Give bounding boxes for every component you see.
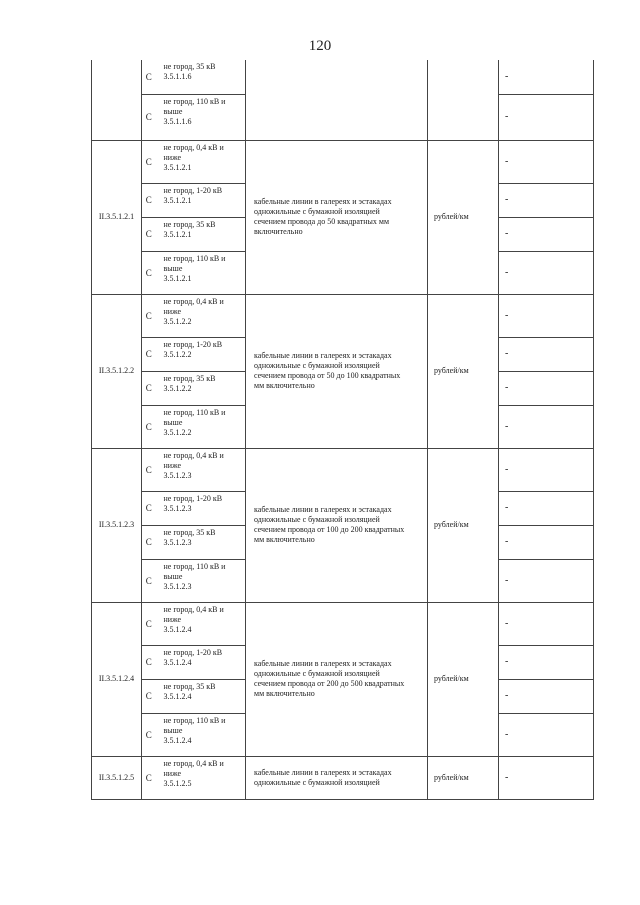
value-cell: - [499, 405, 594, 448]
voltage-line: 3.5.1.2.1 [163, 273, 192, 283]
voltage-line: выше [163, 417, 183, 427]
voltage-line: 3.5.1.2.2 [163, 349, 192, 359]
voltage-line: не город, 35 кВ [163, 527, 216, 537]
voltage-cell [156, 217, 246, 251]
category-line: кабельные линии в галереях и эстакадах [254, 659, 392, 668]
c-letter: С [142, 371, 156, 405]
voltage-line: 3.5.1.2.2 [163, 427, 192, 437]
table-row [92, 294, 594, 337]
voltage-cell [156, 602, 246, 645]
code-cell: II.3.5.1.2.2 [92, 294, 142, 448]
voltage-line: 3.5.1.2.2 [163, 383, 192, 393]
voltage-line: ниже [163, 152, 182, 162]
value-cell: - [499, 713, 594, 756]
voltage-line: не город, 110 кВ и [163, 715, 226, 725]
voltage-cell [156, 756, 246, 799]
unit-cell: рублей/км [428, 756, 499, 799]
c-letter: С [142, 60, 156, 94]
category-line: одножильные с бумажной изоляцией [254, 515, 380, 524]
category-line: мм включительно [254, 535, 315, 544]
voltage-line: 3.5.1.2.1 [163, 229, 192, 239]
voltage-line: не город, 0,4 кВ и [163, 758, 224, 768]
voltage-line: 3.5.1.2.3 [163, 503, 192, 513]
category-line: одножильные с бумажной изоляцией [254, 207, 380, 216]
voltage-line: 3.5.1.2.4 [163, 735, 192, 745]
value-cell: - [499, 525, 594, 559]
value-cell: - [499, 756, 594, 799]
voltage-line: ниже [163, 614, 182, 624]
value-cell: - [499, 60, 594, 94]
voltage-line: ниже [163, 460, 182, 470]
c-letter: С [142, 491, 156, 525]
value-cell: - [499, 679, 594, 713]
voltage-cell [156, 448, 246, 491]
voltage-cell [156, 60, 246, 94]
unit-cell: рублей/км [428, 448, 499, 602]
voltage-line: не город, 35 кВ [163, 62, 216, 71]
c-letter: С [142, 94, 156, 140]
voltage-cell [156, 140, 246, 183]
voltage-line: 3.5.1.2.4 [163, 657, 192, 667]
tariff-table [91, 60, 594, 800]
value-cell: - [499, 217, 594, 251]
category-line: кабельные линии в галереях и эстакадах [254, 767, 392, 777]
category-line: сечением провода от 100 до 200 квадратных [254, 525, 405, 534]
voltage-line: 3.5.1.1.6 [163, 72, 192, 81]
category-line: кабельные линии в галереях и эстакадах [254, 197, 392, 206]
category-cell [246, 448, 428, 602]
voltage-line: не город, 0,4 кВ и [163, 296, 224, 306]
voltage-line: не город, 110 кВ и [163, 253, 226, 263]
voltage-line: не город, 110 кВ и [163, 96, 226, 106]
tariff-table-wrapper [91, 60, 594, 800]
page-number: 120 [308, 38, 332, 54]
voltage-line: не город, 35 кВ [163, 373, 216, 383]
voltage-line: 3.5.1.2.3 [163, 581, 192, 591]
value-cell: - [499, 602, 594, 645]
voltage-cell [156, 491, 246, 525]
category-cell [246, 602, 428, 756]
category-cell [246, 60, 428, 140]
value-cell: - [499, 94, 594, 140]
category-cell [246, 756, 428, 799]
c-letter: С [142, 679, 156, 713]
category-cell [246, 140, 428, 294]
value-cell: - [499, 337, 594, 371]
voltage-cell [156, 679, 246, 713]
category-line: кабельные линии в галереях и эстакадах [254, 505, 392, 514]
code-cell [92, 60, 142, 140]
value-cell: - [499, 140, 594, 183]
voltage-line: 3.5.1.2.1 [163, 162, 192, 172]
value-cell: - [499, 491, 594, 525]
code-cell: II.3.5.1.2.1 [92, 140, 142, 294]
voltage-cell [156, 371, 246, 405]
category-line: мм включительно [254, 381, 315, 390]
c-letter: С [142, 559, 156, 602]
voltage-cell [156, 251, 246, 294]
unit-cell: рублей/км [428, 602, 499, 756]
voltage-line: не город, 0,4 кВ и [163, 450, 224, 460]
voltage-line: ниже [163, 306, 182, 316]
table-row [92, 140, 594, 183]
table-row [92, 756, 594, 799]
category-line: включительно [254, 227, 303, 236]
c-letter: С [142, 337, 156, 371]
unit-cell: рублей/км [428, 294, 499, 448]
voltage-cell [156, 94, 246, 140]
unit-cell [428, 60, 499, 140]
voltage-cell [156, 525, 246, 559]
voltage-line: не город, 35 кВ [163, 219, 216, 229]
category-line: кабельные линии в галереях и эстакадах [254, 351, 392, 360]
voltage-line: выше [163, 725, 183, 735]
voltage-cell [156, 645, 246, 679]
voltage-cell [156, 294, 246, 337]
c-letter: С [142, 713, 156, 756]
voltage-cell [156, 559, 246, 602]
voltage-cell [156, 713, 246, 756]
category-line: одножильные с бумажной изоляцией [254, 361, 380, 370]
code-cell: II.3.5.1.2.5 [92, 756, 142, 799]
voltage-line: не город, 1-20 кВ [163, 493, 223, 503]
category-line: мм включительно [254, 689, 315, 698]
value-cell: - [499, 645, 594, 679]
table-row [92, 60, 594, 94]
c-letter: С [142, 525, 156, 559]
category-line: сечением провода от 200 до 500 квадратных [254, 679, 405, 688]
voltage-line: 3.5.1.2.1 [163, 195, 192, 205]
voltage-line: 3.5.1.2.3 [163, 537, 192, 547]
voltage-line: 3.5.1.2.2 [163, 316, 192, 326]
voltage-cell [156, 405, 246, 448]
voltage-line: не город, 110 кВ и [163, 407, 226, 417]
value-cell: - [499, 294, 594, 337]
unit-cell: рублей/км [428, 140, 499, 294]
code-cell: II.3.5.1.2.4 [92, 602, 142, 756]
voltage-line: 3.5.1.2.4 [163, 624, 192, 634]
voltage-line: не город, 35 кВ [163, 681, 216, 691]
voltage-line: не город, 1-20 кВ [163, 647, 223, 657]
category-line: одножильные с бумажной изоляцией [254, 669, 380, 678]
voltage-line: 3.5.1.1.6 [163, 116, 192, 126]
category-line: сечением провода от 50 до 100 квадратных [254, 371, 401, 380]
value-cell: - [499, 559, 594, 602]
voltage-line: 3.5.1.2.4 [163, 691, 192, 701]
c-letter: С [142, 217, 156, 251]
voltage-line: выше [163, 571, 183, 581]
voltage-line: 3.5.1.2.5 [163, 778, 192, 788]
voltage-line: ниже [163, 768, 182, 778]
voltage-cell [156, 337, 246, 371]
voltage-cell [156, 183, 246, 217]
voltage-line: не город, 110 кВ и [163, 561, 226, 571]
c-letter: С [142, 448, 156, 491]
value-cell: - [499, 183, 594, 217]
voltage-line: не город, 0,4 кВ и [163, 604, 224, 614]
voltage-line: выше [163, 106, 183, 116]
table-row [92, 448, 594, 491]
category-line: сечением провода до 50 квадратных мм [254, 217, 390, 226]
c-letter: С [142, 602, 156, 645]
c-letter: С [142, 251, 156, 294]
value-cell: - [499, 448, 594, 491]
c-letter: С [142, 405, 156, 448]
voltage-line: не город, 0,4 кВ и [163, 142, 224, 152]
voltage-line: не город, 1-20 кВ [163, 339, 223, 349]
table-row [92, 602, 594, 645]
tariff-table-body [92, 60, 594, 799]
code-cell: II.3.5.1.2.3 [92, 448, 142, 602]
voltage-line: не город, 1-20 кВ [163, 185, 223, 195]
value-cell: - [499, 251, 594, 294]
c-letter: С [142, 294, 156, 337]
voltage-line: 3.5.1.2.3 [163, 470, 192, 480]
c-letter: С [142, 756, 156, 799]
value-cell: - [499, 371, 594, 405]
category-cell [246, 294, 428, 448]
voltage-line: выше [163, 263, 183, 273]
category-line: одножильные с бумажной изоляцией [254, 777, 380, 787]
c-letter: С [142, 645, 156, 679]
c-letter: С [142, 183, 156, 217]
c-letter: С [142, 140, 156, 183]
